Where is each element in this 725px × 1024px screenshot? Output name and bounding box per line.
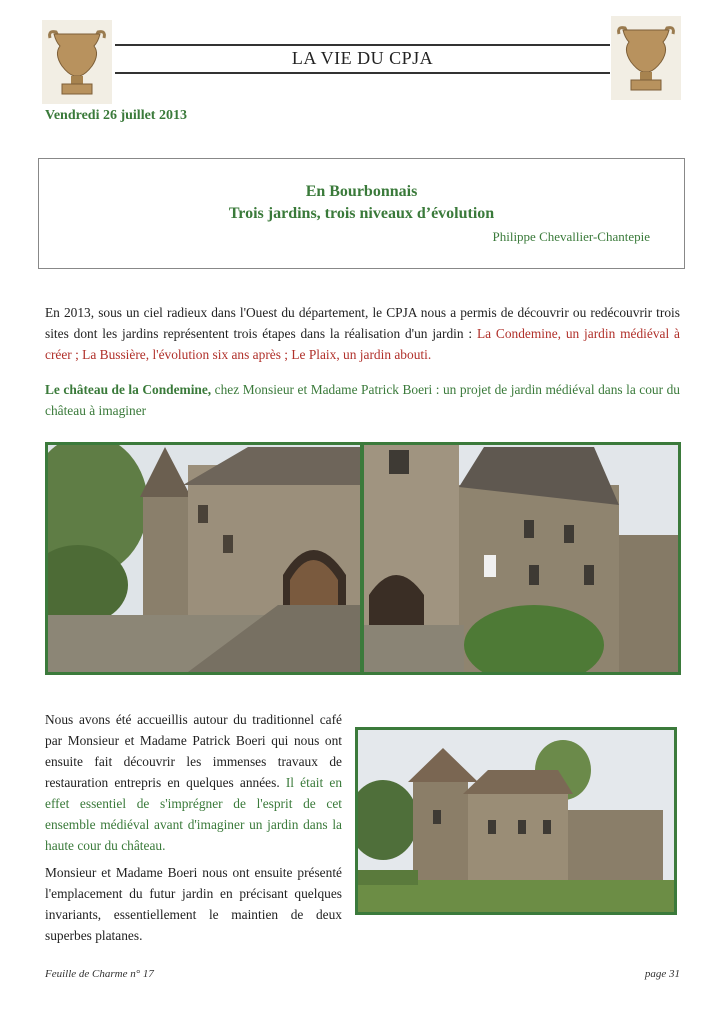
castle-exterior-photo xyxy=(355,727,677,915)
footer-publication: Feuille de Charme n° 17 xyxy=(45,968,154,980)
castle-gate-photo xyxy=(45,442,363,675)
garden-site-paragraph: Monsieur et Madame Boeri nous ont ensuite présenté l'emplacement du futur jardin en précisant quelques invariants, essentiellement le maintien de deux superbes platanes. xyxy=(45,865,342,943)
page-number: page 31 xyxy=(644,968,680,980)
intro-text: En 2013, sous un ciel radieux dans l'Ouest du département, le CPJA nous a permis de découvrir ou redécouvrir trois sites dont les jardins représentent trois étapes dans la réalisation d'un jardin : xyxy=(45,305,680,341)
urn-icon xyxy=(611,16,681,100)
castle-courtyard-photo xyxy=(361,442,681,675)
intro-paragraph xyxy=(45,302,680,365)
welcome-paragraph xyxy=(45,709,342,856)
article-date: Vendredi 26 juillet 2013 xyxy=(45,108,187,123)
intro-highlight: La Condemine, un jardin médiéval à créer ; La Bussière, l'évolution six ans après ; Le Plaix, un jardin abouti. xyxy=(45,326,680,362)
header-rule-top xyxy=(115,44,610,46)
article-kicker: En Bourbonnais xyxy=(305,183,418,200)
article-title: Trois jardins, trois niveaux d’évolution xyxy=(228,205,495,222)
urn-icon xyxy=(42,20,112,104)
masthead-title: LA VIE DU CPJA xyxy=(291,48,434,68)
section-heading-subtitle: chez Monsieur et Madame Patrick Boeri : un projet de jardin médiéval dans la cour du château à imaginer xyxy=(45,382,680,418)
article-author: Philippe Chevallier-Chantepie xyxy=(492,229,650,244)
welcome-text: Nous avons été accueillis autour du traditionnel café par Monsieur et Madame Patrick Boeri qui nous ont ensuite fait découvrir les immenses travaux de restauration entrepris en quelques années. xyxy=(45,712,342,790)
section-heading xyxy=(45,379,680,421)
section-heading-title: Le château de la Condemine, xyxy=(45,382,212,397)
welcome-highlight: Il était en effet essentiel de s'imprégner de l'esprit de cet ensemble médiéval avant d'imaginer un jardin dans la haute cour du château. xyxy=(45,775,343,853)
header-rule-bottom xyxy=(115,72,610,74)
